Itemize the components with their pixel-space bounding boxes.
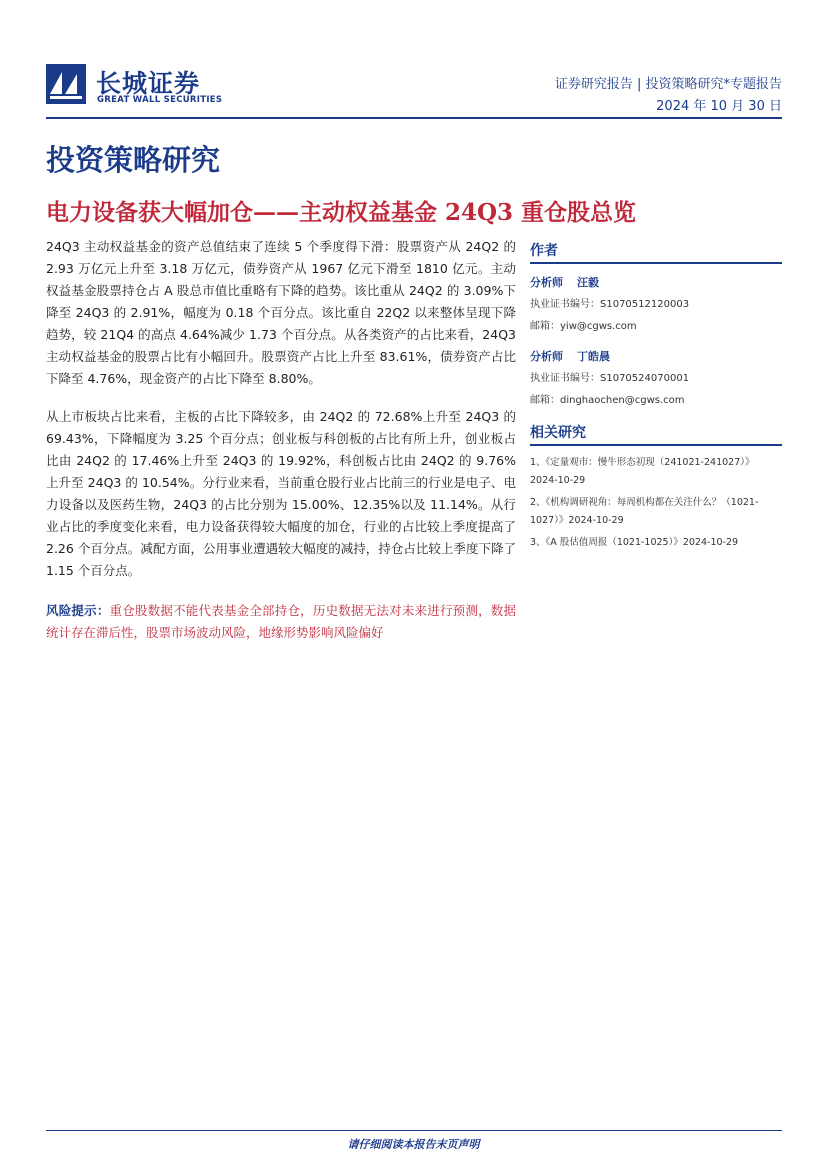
page-header [46,62,782,114]
sidebar [530,240,782,556]
analyst-name-row: 分析师 汪毅 [530,276,599,289]
related-research-item[interactable]: 3、《A 股估值周报（1021-1025）》2024-10-29 [530,537,739,548]
report-type: 投资策略研究 [46,143,221,177]
summary-paragraph-1: 24Q3 主动权益基金的资产总值结束了连续 5 个季度得下滑：股票资产从 24Q2 的 2.93 万亿元上升至 3.18 万亿元，债券资产从 1967 亿元下滑至 1810 亿元。主动权益基金股票持仓占 A 股总市值比重略有下降的趋势。该比重从 24Q2 的 3.09%下降至 24Q3 的 2.91%，幅度为 0.18 个百分点。该比重自 22Q2 以来整体呈现下降趋势，较 21Q4 的高点 4.64%减少 1.73 个百分点。从各类资产的占比来看，24Q3 主动权益基金的股票占比有小幅回升。股票资产占比上升至 83.61%，债券资产占比下降至 4.76%，现金资产的占比下降至 8.80%。 [46,239,516,386]
logo-text-cn: 长城证券 [96,69,201,98]
related-research-item[interactable]: 2、《机构调研视角：每周机构都在关注什么？（1021-1027）》2024-10-29 [530,497,759,526]
analyst-name: 丁皓晨 [577,350,610,363]
header-divider [46,117,782,119]
risk-warning [46,600,516,644]
header-meta [555,74,782,118]
footer-disclaimer: 请仔细阅读本报告末页声明 [347,1138,480,1151]
analyst-block [530,346,782,412]
great-wall-logo-icon [46,64,86,104]
authors-heading: 作者 [530,240,782,264]
risk-label: 风险提示： [46,603,110,618]
analyst-cert: 执业证书编号：S1070512120003 [530,299,690,310]
report-category: 证券研究报告 | 投资策略研究*专题报告 [554,77,782,92]
analyst-email[interactable]: 邮箱：yiw@cgws.com [530,321,637,332]
main-content [46,236,516,660]
summary-paragraph-2: 从上市板块占比来看，主板的占比下降较多，由 24Q2 的 72.68%上升至 24Q3 的 69.43%，下降幅度为 3.25 个百分点；创业板与科创板的占比有所上升，创业板占比由 24Q2 的 17.46%上升至 24Q3 的 19.92%，科创板占比由 24Q2 的 9.76%上升至 24Q3 的 10.54%。分行业来看，当前重仓股行业占比前三的行业是电子、电力设备以及医药生物，24Q3 的占比分别为 15.00%、12.35%以及 11.14%。从行业占比的季度变化来看，电力设备获得较大幅度的加仓，行业的占比较上季度提高了 2.26 个百分点。减配方面，公用事业遭遇较大幅度的减持，持仓占比较上季度下降了 1.15 个百分点。 [46,409,516,578]
analyst-block [530,272,782,338]
logo-text-en: GREAT WALL SECURITIES [97,95,223,105]
risk-text: 重仓股数据不能代表基金全部持仓，历史数据无法对未来进行预测，数据统计存在滞后性，股票市场波动风险，地缘形势影响风险偏好 [46,603,516,640]
report-date: 2024 年 10 月 30 日 [656,99,782,114]
analyst-email[interactable]: 邮箱：dinghaochen@cgws.com [530,395,685,406]
analyst-name: 汪毅 [577,276,599,289]
related-research-heading: 相关研究 [530,422,782,446]
analyst-cert: 执业证书编号：S1070524070001 [530,373,690,384]
related-research-list [530,454,782,552]
analyst-name-row: 分析师 丁皓晨 [530,350,610,363]
related-research-item[interactable]: 1、《定量观市：慢牛形态初现（241021-241027）》 2024-10-29 [530,457,755,486]
report-title: 电力设备获大幅加仓——主动权益基金 24Q3 重仓股总览 [46,199,637,226]
footer-divider [46,1130,782,1131]
